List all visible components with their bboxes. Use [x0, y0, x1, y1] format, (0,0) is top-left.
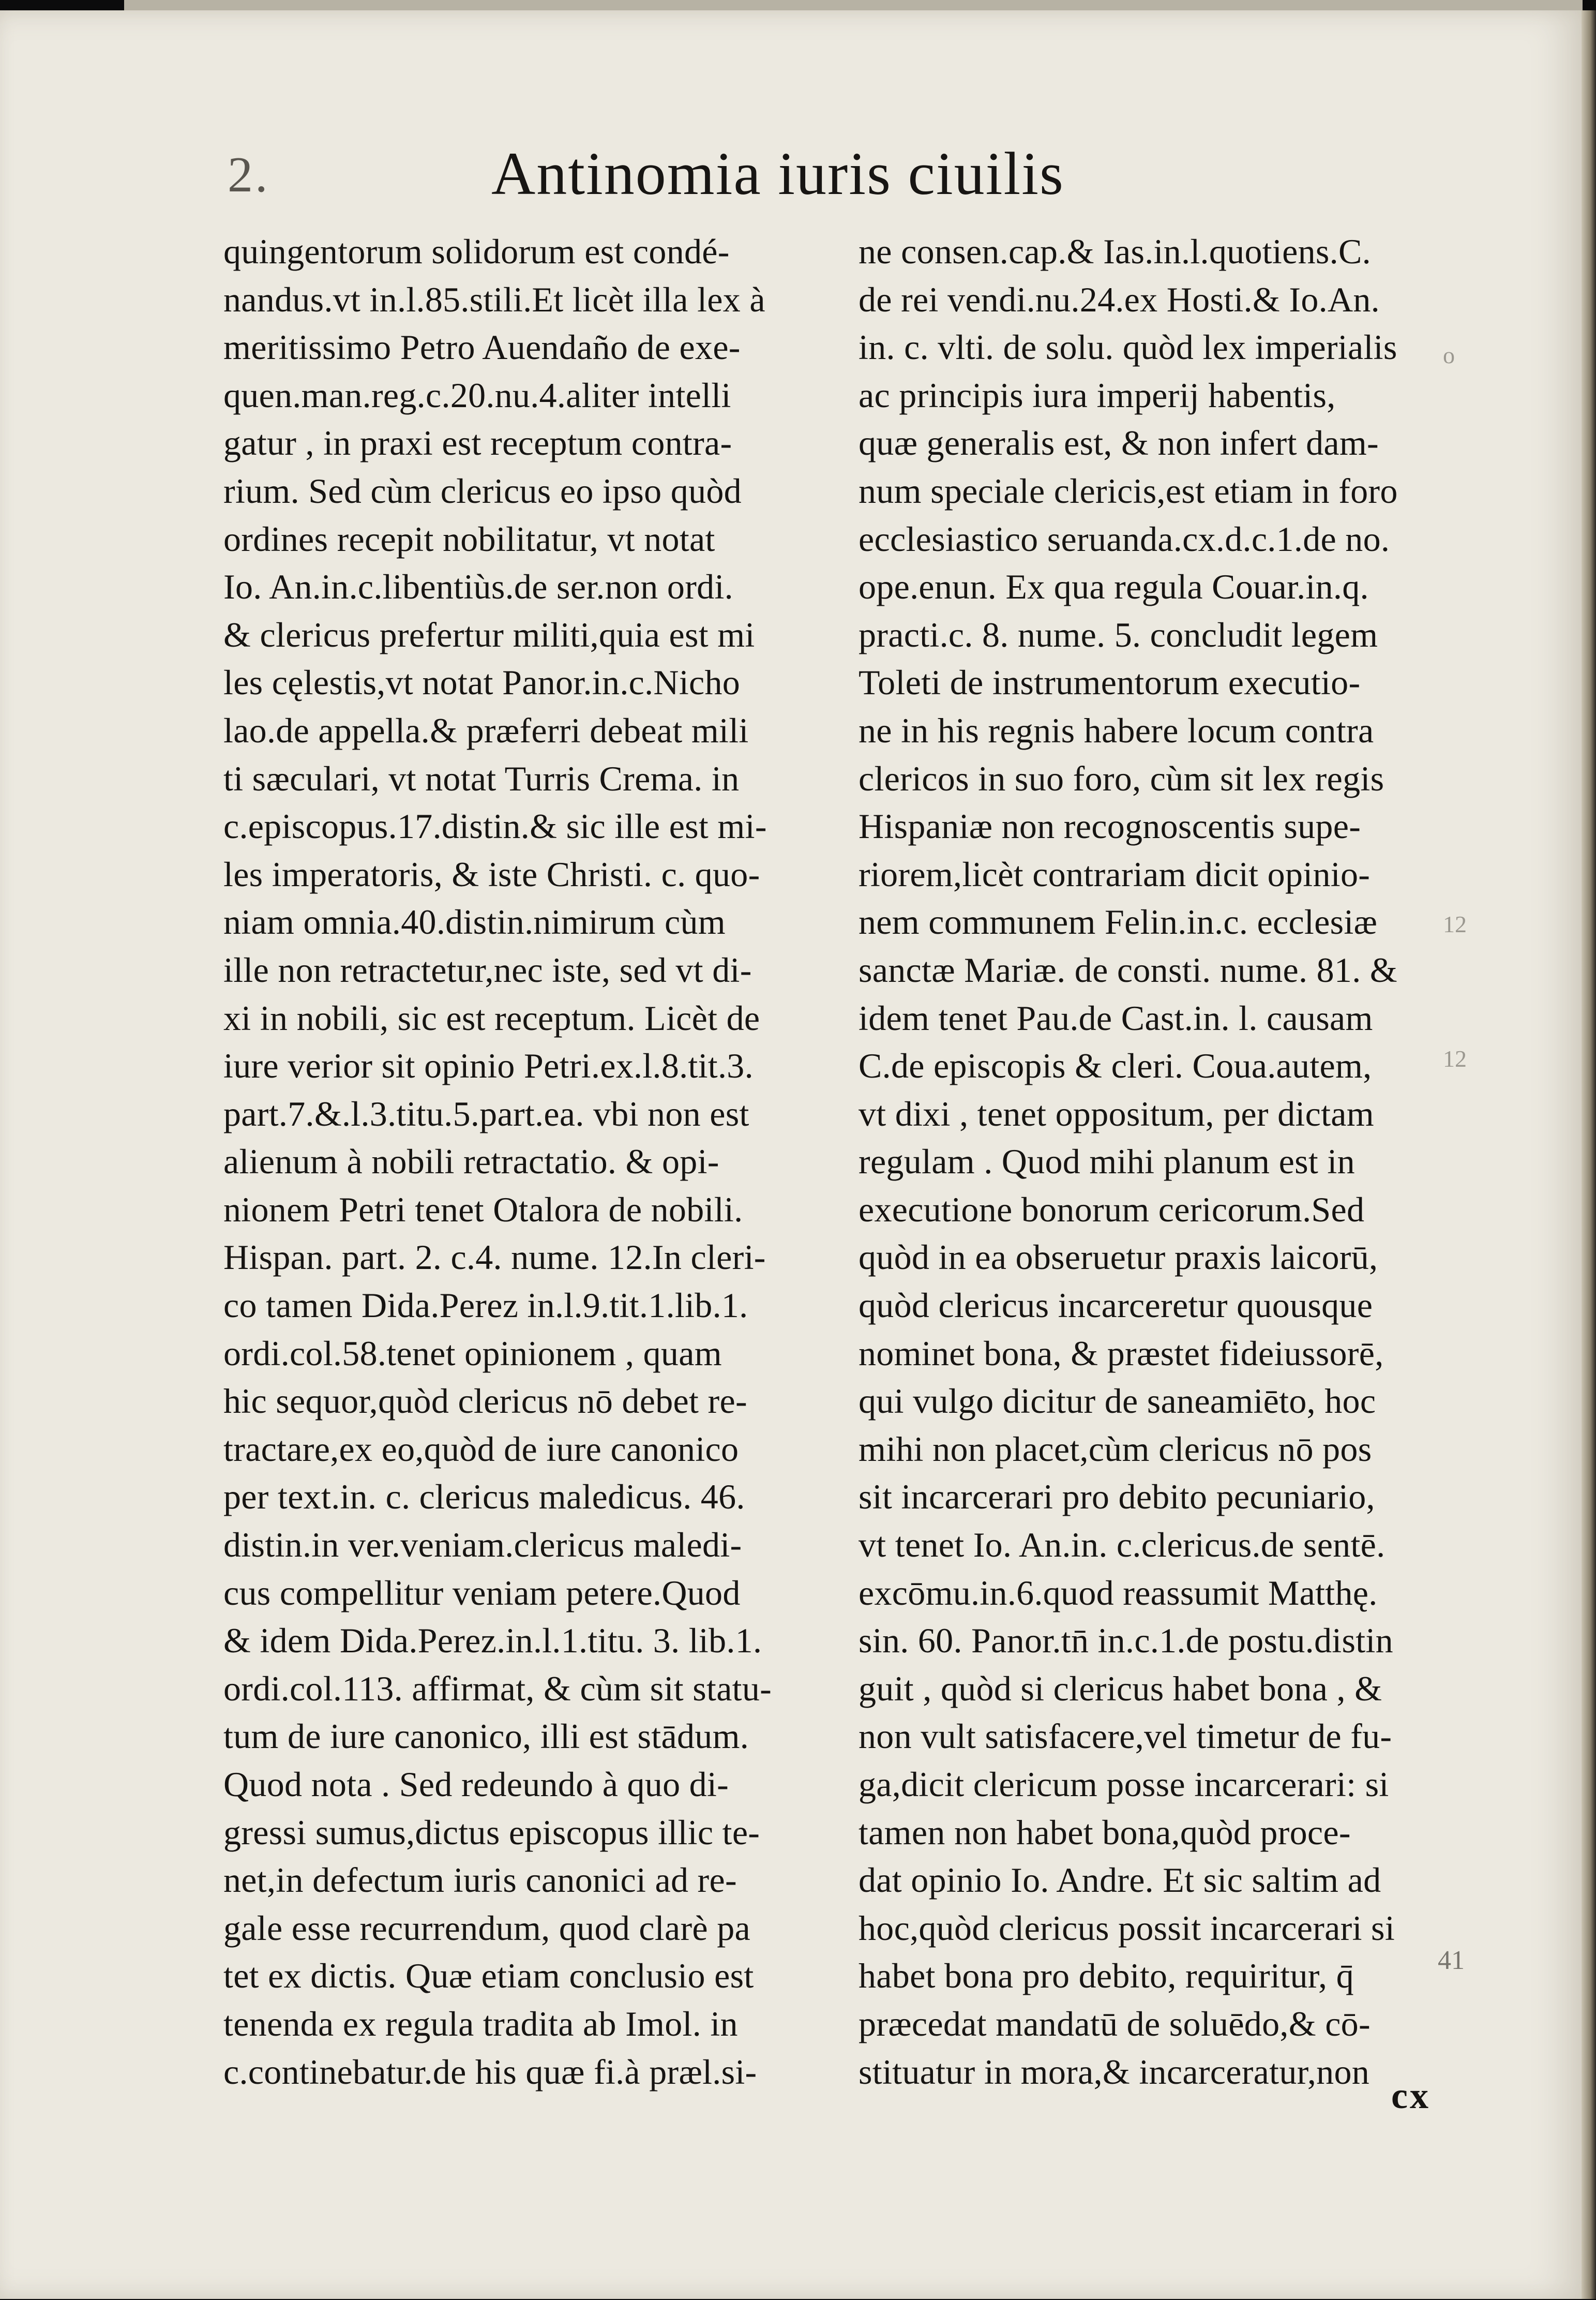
text-line: iure verior sit opinio Petri.ex.l.8.tit.3.	[223, 1046, 754, 1086]
left-column	[223, 228, 797, 2096]
text-line: ga,dicit clericum posse incarcerari: si	[859, 1765, 1389, 1804]
margin-mark: 41	[1438, 1946, 1465, 1975]
text-line: & clericus prefertur militi,quia est mi	[223, 615, 755, 654]
margin-mark: o	[1443, 342, 1455, 368]
text-line: les imperatoris, & iste Christi. c. quo-	[223, 854, 760, 894]
text-line: ne in his regnis habere locum contra	[859, 710, 1374, 750]
right-column	[859, 228, 1438, 2096]
text-line: tet ex dictis. Quæ etiam conclusio est	[223, 1956, 754, 1996]
text-line: nandus.vt in.l.85.stili.Et licèt illa lex à	[223, 279, 765, 319]
text-line: lao.de appella.& præferri debeat mili	[223, 710, 749, 750]
text-line: ordi.col.58.tenet opinionem , quam	[223, 1333, 722, 1373]
text-line: rium. Sed cùm clericus eo ipso quòd	[223, 471, 742, 511]
text-line: C.de episcopis & cleri. Coua.autem,	[859, 1046, 1372, 1086]
text-line: quæ generalis est, & non infert dam-	[859, 423, 1379, 463]
text-line: habet bona pro debito, requiritur, q̄	[859, 1956, 1354, 1996]
text-line: tum de iure canonico, illi est stādum.	[223, 1716, 749, 1756]
text-line: Hispan. part. 2. c.4. nume. 12.In cleri-	[223, 1237, 766, 1277]
text-line: sanctæ Mariæ. de consti. nume. 81. &	[859, 950, 1397, 990]
text-line: xi in nobili, sic est receptum. Licèt de	[223, 998, 760, 1038]
folio-mark: 2.	[228, 147, 270, 203]
text-line: cus compellitur veniam petere.Quod	[223, 1573, 741, 1612]
text-line: guit , quòd si clericus habet bona , &	[859, 1668, 1382, 1708]
text-line: mihi non placet,cùm clericus nō pos	[859, 1429, 1372, 1469]
text-line: excōmu.in.6.quod reassumit Matthę.	[859, 1573, 1378, 1612]
text-line: tenenda ex regula tradita ab Imol. in	[223, 2004, 738, 2043]
text-line: Io. An.in.c.libentiùs.de ser.non ordi.	[223, 567, 733, 607]
text-line: quòd clericus incarceretur quousque	[859, 1286, 1373, 1325]
margin-mark: 12	[1443, 911, 1467, 937]
text-line: sin. 60. Panor.tn̄ in.c.1.de postu.distin	[859, 1621, 1393, 1661]
text-line: Toleti de instrumentorum executio-	[859, 663, 1361, 703]
text-line: nionem Petri tenet Otalora de nobili.	[223, 1189, 743, 1229]
text-line: tractare,ex eo,quòd de iure canonico	[223, 1429, 739, 1469]
text-line: hic sequor,quòd clericus nō debet re-	[223, 1381, 747, 1421]
margin-mark: 12	[1443, 1046, 1467, 1072]
text-line: ti sæculari, vt notat Turris Crema. in	[223, 758, 740, 798]
text-line: stituatur in mora,& incarceratur,non	[859, 2052, 1370, 2092]
text-line: c.continebatur.de his quæ fi.à præl.si-	[223, 2052, 757, 2092]
text-line: gatur , in praxi est receptum contra-	[223, 423, 732, 463]
text-line: & idem Dida.Perez.in.l.1.titu. 3. lib.1.	[223, 1621, 762, 1661]
text-line: ordines recepit nobilitatur, vt notat	[223, 519, 715, 559]
text-line: nominet bona, & præstet fideiussorē,	[859, 1333, 1384, 1373]
text-line: vt dixi , tenet oppositum, per dictam	[859, 1094, 1374, 1133]
text-line: part.7.&.l.3.titu.5.part.ea. vbi non est	[223, 1094, 749, 1133]
text-line: ecclesiastico seruanda.cx.d.c.1.de no.	[859, 519, 1390, 559]
text-line: tamen non habet bona,quòd proce-	[859, 1812, 1351, 1852]
running-title: Antinomia iuris ciuilis	[491, 140, 1064, 207]
text-line: quòd in ea obseruetur praxis laicorū,	[859, 1237, 1378, 1277]
text-line: regulam . Quod mihi planum est in	[859, 1142, 1355, 1182]
text-line: sit incarcerari pro debito pecuniario,	[859, 1477, 1375, 1517]
text-line: gale esse recurrendum, quod clarè pa	[223, 1908, 750, 1948]
text-line: meritissimo Petro Auendaño de exe-	[223, 327, 741, 367]
page-fore-edge	[1582, 10, 1596, 2299]
text-line: non vult satisfacere,vel timetur de fu-	[859, 1716, 1392, 1756]
text-line: executione bonorum cericorum.Sed	[859, 1189, 1365, 1229]
text-line: les cęlestis,vt notat Panor.in.c.Nicho	[223, 663, 741, 703]
text-line: distin.in ver.veniam.clericus maledi-	[223, 1525, 742, 1565]
text-line: præcedat mandatū de soluēdo,& cō-	[859, 2004, 1371, 2043]
text-line: quingentorum solidorum est condé-	[223, 232, 730, 271]
text-line: ope.enun. Ex qua regula Couar.in.q.	[859, 567, 1369, 607]
text-line: riorem,licèt contrariam dicit opinio-	[859, 854, 1371, 894]
text-line: in. c. vlti. de solu. quòd lex imperialis	[859, 327, 1397, 367]
text-line: ne consen.cap.& Ias.in.l.quotiens.C.	[859, 232, 1371, 271]
text-line: practi.c. 8. nume. 5. concludit legem	[859, 615, 1378, 654]
text-line: ille non retractetur,nec iste, sed vt di-	[223, 950, 752, 990]
text-line: per text.in. c. clericus maledicus. 46.	[223, 1477, 745, 1517]
text-line: qui vulgo dicitur de saneamiēto, hoc	[859, 1381, 1376, 1421]
text-line: niam omnia.40.distin.nimirum cùm	[223, 902, 726, 942]
text-line: Quod nota . Sed redeundo à quo di-	[223, 1765, 729, 1804]
text-line: clericos in suo foro, cùm sit lex regis	[859, 758, 1384, 798]
text-line: num speciale clericis,est etiam in foro	[859, 471, 1398, 511]
text-line: hoc,quòd clericus possit incarcerari si	[859, 1908, 1395, 1948]
text-line: net,in defectum iuris canonici ad re-	[223, 1860, 737, 1900]
text-line: quen.man.reg.c.20.nu.4.aliter intelli	[223, 375, 731, 415]
text-line: nem communem Felin.in.c. ecclesiæ	[859, 902, 1378, 942]
text-line: ordi.col.113. affirmat, & cùm sit statu-	[223, 1668, 772, 1708]
text-line: Hispaniæ non recognoscentis supe-	[859, 807, 1361, 846]
text-line: c.episcopus.17.distin.& sic ille est mi-	[223, 807, 767, 846]
catchword: cx	[1391, 2075, 1431, 2116]
text-line: alienum à nobili retractatio. & opi-	[223, 1142, 719, 1182]
text-line: vt tenet Io. An.in. c.clericus.de sentē.	[859, 1525, 1386, 1565]
text-line: gressi sumus,dictus episcopus illic te-	[223, 1812, 760, 1852]
text-line: de rei vendi.nu.24.ex Hosti.& Io.An.	[859, 279, 1380, 319]
text-line: dat opinio Io. Andre. Et sic saltim ad	[859, 1860, 1381, 1900]
text-line: ac principis iura imperij habentis,	[859, 375, 1336, 415]
text-line: co tamen Dida.Perez in.l.9.tit.1.lib.1.	[223, 1286, 748, 1325]
text-line: idem tenet Pau.de Cast.in. l. causam	[859, 998, 1373, 1038]
